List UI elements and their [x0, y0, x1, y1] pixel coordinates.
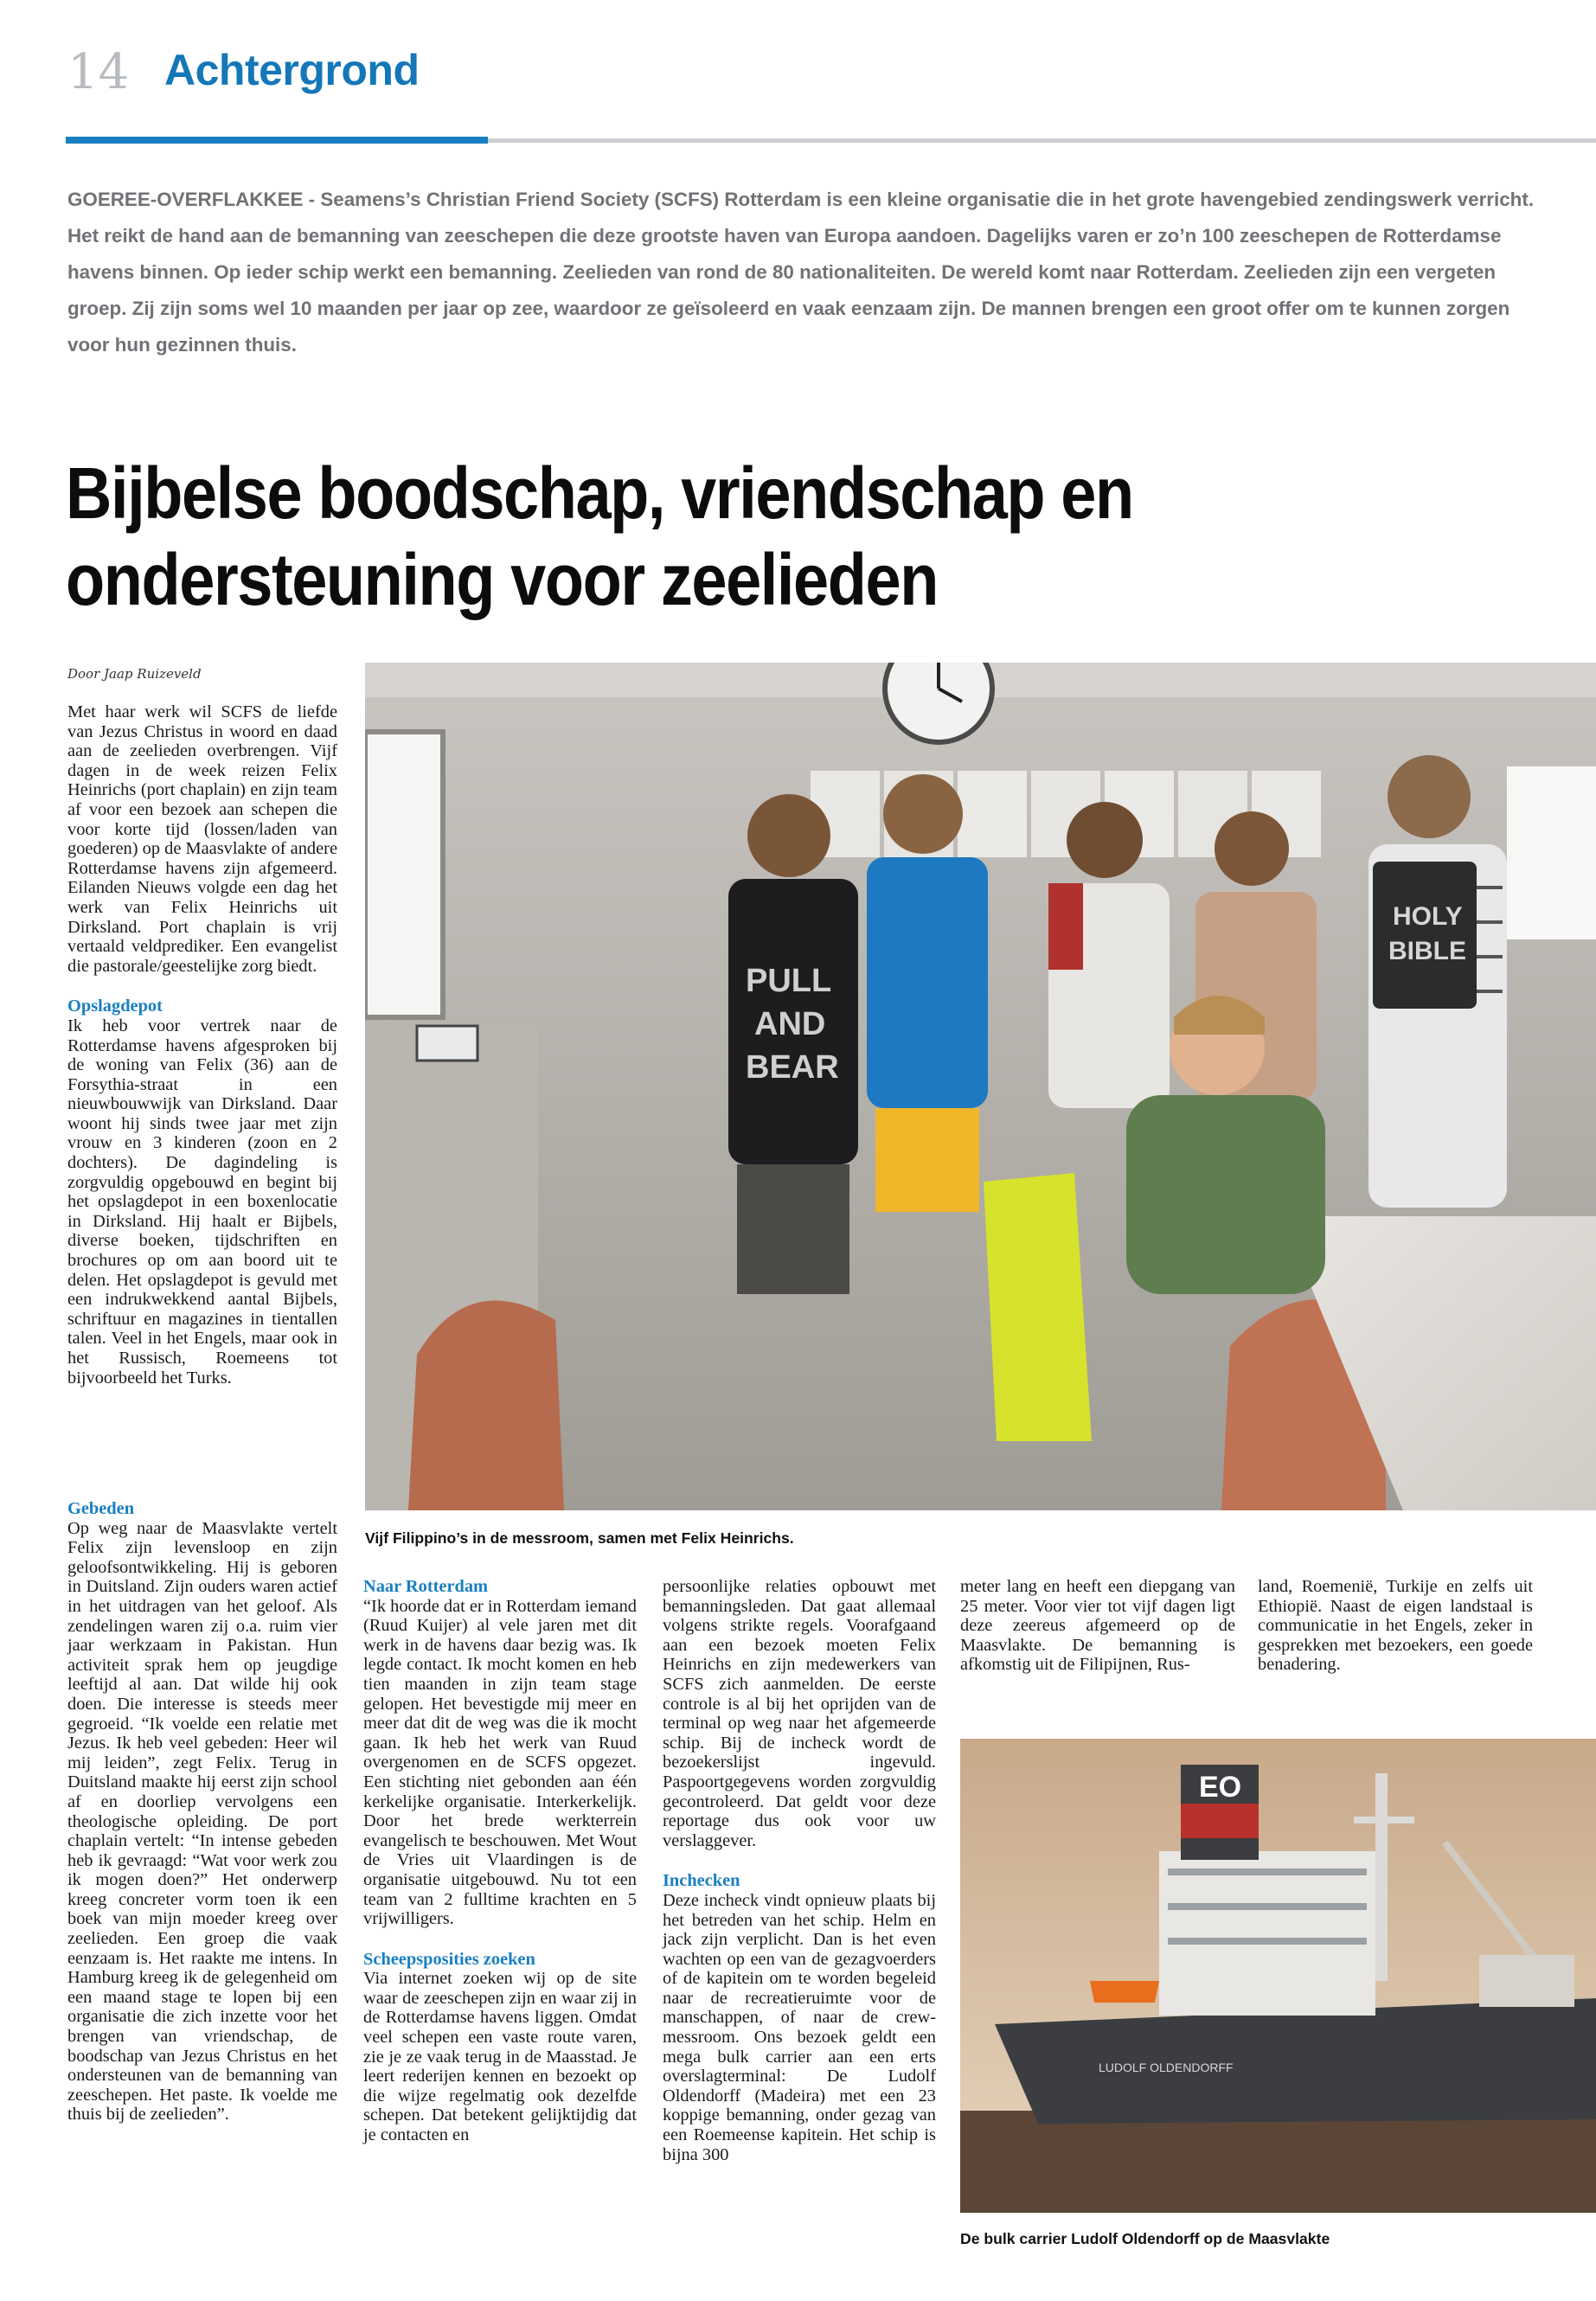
ship-photo-illustration — [960, 1739, 1596, 2213]
body-paragraph: Ik heb voor vertrek naar de Rotterdamse havens afgesproken bij de woning van Felix (36) aan de Forsythia-straat in een nieuwbouwwijk van Dirksland. Daar woont hij sinds twee jaar met zijn vrouw en 3 kinderen (zoon en 2 dochters). De dagindeling is zorgvuldig opgebouwd en begint bij het opslagdepot in een boxenlocatie in Dirksland. Hij haalt er Bijbels, diverse boeken, tijdschriften en brochures op om aan boord uit te delen. Het opslagdepot is gevuld met een indrukwekkend aantal Bijbels, schriftuur en magazines in tientallen talen. Veel in het Engels, maar ook in het Russisch, Roemeens tot bijvoorbeeld het Turks. — [67, 1016, 337, 1388]
photo-caption: Vijf Filippino’s in de messroom, samen met Felix Heinrichs. — [365, 1529, 794, 1547]
body-paragraph: persoonlijke relaties opbouwt met bemanningsleden. Dat gaat allemaal volgens strikte regels. Voorafgaand aan een bezoek moeten Felix Heinrichs en zijn medewerkers van SCFS zich aanmelden. De eerste controle is al bij het oprijden van de terminal op weg naar het afgemeerde schip. Bij de incheck wordt de bezoekerslijst ingevuld. Paspoortgegevens worden zorgvuldig gecontroleerd. Dat geldt voor deze reportage dus ook voor uw verslaggever. — [663, 1577, 936, 1850]
column-5 — [1258, 1577, 1533, 1675]
ship-photo — [960, 1739, 1596, 2213]
headline-line-1: Bijbelse boodschap, vriendschap en — [66, 452, 1133, 534]
bible-text: BIBLE — [1388, 937, 1466, 965]
messroom-photo — [365, 663, 1596, 1510]
column-3 — [663, 1577, 936, 2164]
body-paragraph: “Ik hoorde dat er in Rotterdam iemand (Ruud Kuijer) al vele jaren met dit werk in de havens daar bezig was. Ik legde contact. Ik mocht komen en heb tien maanden in zijn team stage gelopen. Het bevestigde mij meer en meer dat dit de weg was die ik mocht gaan. Ik heb het werk van Ruud overgenomen en de SCFS opgezet. Een stichting niet gebonden aan één kerkelijke organisatie. Interkerkelijk. Door het brede werkterrein evangelisch te beschouwen. Met Wout de Vries uit Vlaardingen is de organisatie uitgebouwd. Nu tot een team van 2 fulltime krachten en 5 vrijwilligers. — [363, 1596, 637, 1929]
body-paragraph: Deze incheck vindt opnieuw plaats bij het betreden van het schip. Helm en jack zijn verplicht. Dan is het even wachten op een van de gezagvoerders of de kapitein om te worden begeleid naar de recreatieruimte voor de manschappen, of naar de crew-messroom. Ons bezoek geldt een mega bulk carrier aan een erts overslagterminal: De Ludolf Oldendorff (Madeira) met een 23 koppige bemanning, onder gezag van een Roemeense kapitein. Het schip is bijna 300 — [663, 1890, 936, 2164]
column-1-top — [67, 702, 337, 1388]
body-paragraph: meter lang en heeft een diepgang van 25 meter. Voor vier tot vijf dagen ligt deze zeereus afgemeerd op de Maasvlakte. De bemanning is afkomstig uit de Filipijnen, Rus- — [960, 1577, 1235, 1675]
bible-text: HOLY — [1393, 902, 1463, 931]
headline — [66, 450, 1360, 623]
headline-line-2: ondersteuning voor zeelieden — [66, 539, 938, 620]
funnel-logo: EO — [1199, 1771, 1242, 1804]
intro-paragraph: GOEREE-OVERFLAKKEE - Seamens’s Christian Friend Society (SCFS) Rotterdam is een kleine organisatie die in het grote havengebied zendingswerk verricht. Het reikt de hand aan de bemanning van zeeschepen die deze grootste haven van Europa aandoen. Dagelijks varen er zo’n 100 zeeschepen de Rotterdamse havens binnen. Op ieder schip werkt een bemanning. Zeelieden van rond de 80 nationaliteiten. De wereld komt naar Rotterdam. Zeelieden zijn een vergeten groep. Zij zijn soms wel 10 maanden per jaar op zee, waardoor ze geïsoleerd en vaak eenzaam zijn. De mannen brengen een groot offer om te kunnen zorgen voor hun gezinnen thuis. — [67, 189, 1535, 356]
body-paragraph: Op weg naar de Maasvlakte vertelt Felix zijn levensloop en zijn geloofsontwikkeling. Hij is geboren in Duitsland. Zijn ouders waren actief in het uitdragen van het geloof. Als zendelingen waren zij o.a. ruim vier jaar werkzaam in Pakistan. Hun activiteit sprak hem op jeugdige leeftijd al aan. Dat wilde hij ook doen. Die interesse is steeds meer gegroeid. “Ik voelde een relatie met Jezus. Ik heb veel gebeden: Heer wil mij leiden”, zegt Felix. Terug in Duitsland maakte hij eerst zijn school af en doorliep vervolgens een theologische opleiding. De port chaplain vertelt: “In intense gebeden heb ik gevraagd: “Wat voor werk zou ik mogen doen?” Het onderwerp kreeg concreter vorm toen ik een boek van mijn moeder kreeg over zeelieden. Een groep die vaak eenzaam is. Het raakte me intens. In Hamburg kreeg ik de gelegenheid om een maand stage te lopen bij een organisatie die zich inzette voor het brengen van vriendschap, de boodschap van Jezus Christus en het ondersteunen van de bemanning van zeeschepen. Het paste. Ik voelde me thuis bij de zeelieden”. — [67, 1518, 337, 2125]
shirt-text: BEAR — [746, 1049, 839, 1086]
column-4 — [960, 1577, 1235, 1675]
subheading-opslagdepot: Opslagdepot — [67, 997, 163, 1016]
body-paragraph: land, Roemenië, Turkije en zelfs uit Ethiopië. Naast de eigen landstaal is communicatie in het Engels, zeker in gesprekken met bezoekers, een goede benadering. — [1258, 1577, 1533, 1675]
hull-name: LUDOLF OLDENDORFF — [1099, 2061, 1234, 2074]
shirt-text: AND — [754, 1006, 826, 1042]
subheading-naar-rotterdam: Naar Rotterdam — [363, 1577, 489, 1596]
subheading-gebeden: Gebeden — [67, 1499, 135, 1518]
byline: Door Jaap Ruizeveld — [67, 666, 202, 682]
body-paragraph: Met haar werk wil SCFS de liefde van Jezus Christus in woord en daad aan de zeelieden overbrengen. Vijf dagen in de week reizen Felix Heinrichs (port chaplain) en zijn team af voor een bezoek aan schepen die voor korte tijd (lossen/laden van goederen) op de Maasvlakte of andere Rotterdamse havens zijn afgemeerd. Eilanden Nieuws volgde een dag het werk van Felix Heinrichs uit Dirksland. Port chaplain is vrij vertaald veldprediker. Een evangelist die pastorale/geestelijke zorg biedt. — [67, 702, 337, 976]
column-1-bottom — [67, 1499, 337, 2125]
subheading-inchecken: Inchecken — [663, 1871, 740, 1891]
messroom-photo-illustration — [365, 663, 1596, 1510]
page-number: 14 — [67, 44, 130, 100]
header-rule-accent — [66, 137, 488, 144]
column-2 — [363, 1577, 637, 2145]
subheading-scheepsposities: Scheepsposities zoeken — [363, 1949, 535, 1969]
shirt-text: PULL — [746, 963, 832, 999]
photo-caption: De bulk carrier Ludolf Oldendorff op de Maasvlakte — [960, 2230, 1330, 2247]
bible-book — [1373, 862, 1477, 1009]
body-paragraph: Via internet zoeken wij op de site waar de zeeschepen zijn en waar zij in de Rotterdamse havens liggen. Omdat veel schepen een vaste route varen, zie je ze vaak terug in de Maasstad. Je leert rederijen kennen en bezoekt op die wijze regelmatig ook dezelfde schepen. Dat betekent gelijktijdig dat je contacten en — [363, 1969, 637, 2145]
section-title: Achtergrond — [164, 46, 420, 94]
header-rule — [488, 138, 1596, 143]
